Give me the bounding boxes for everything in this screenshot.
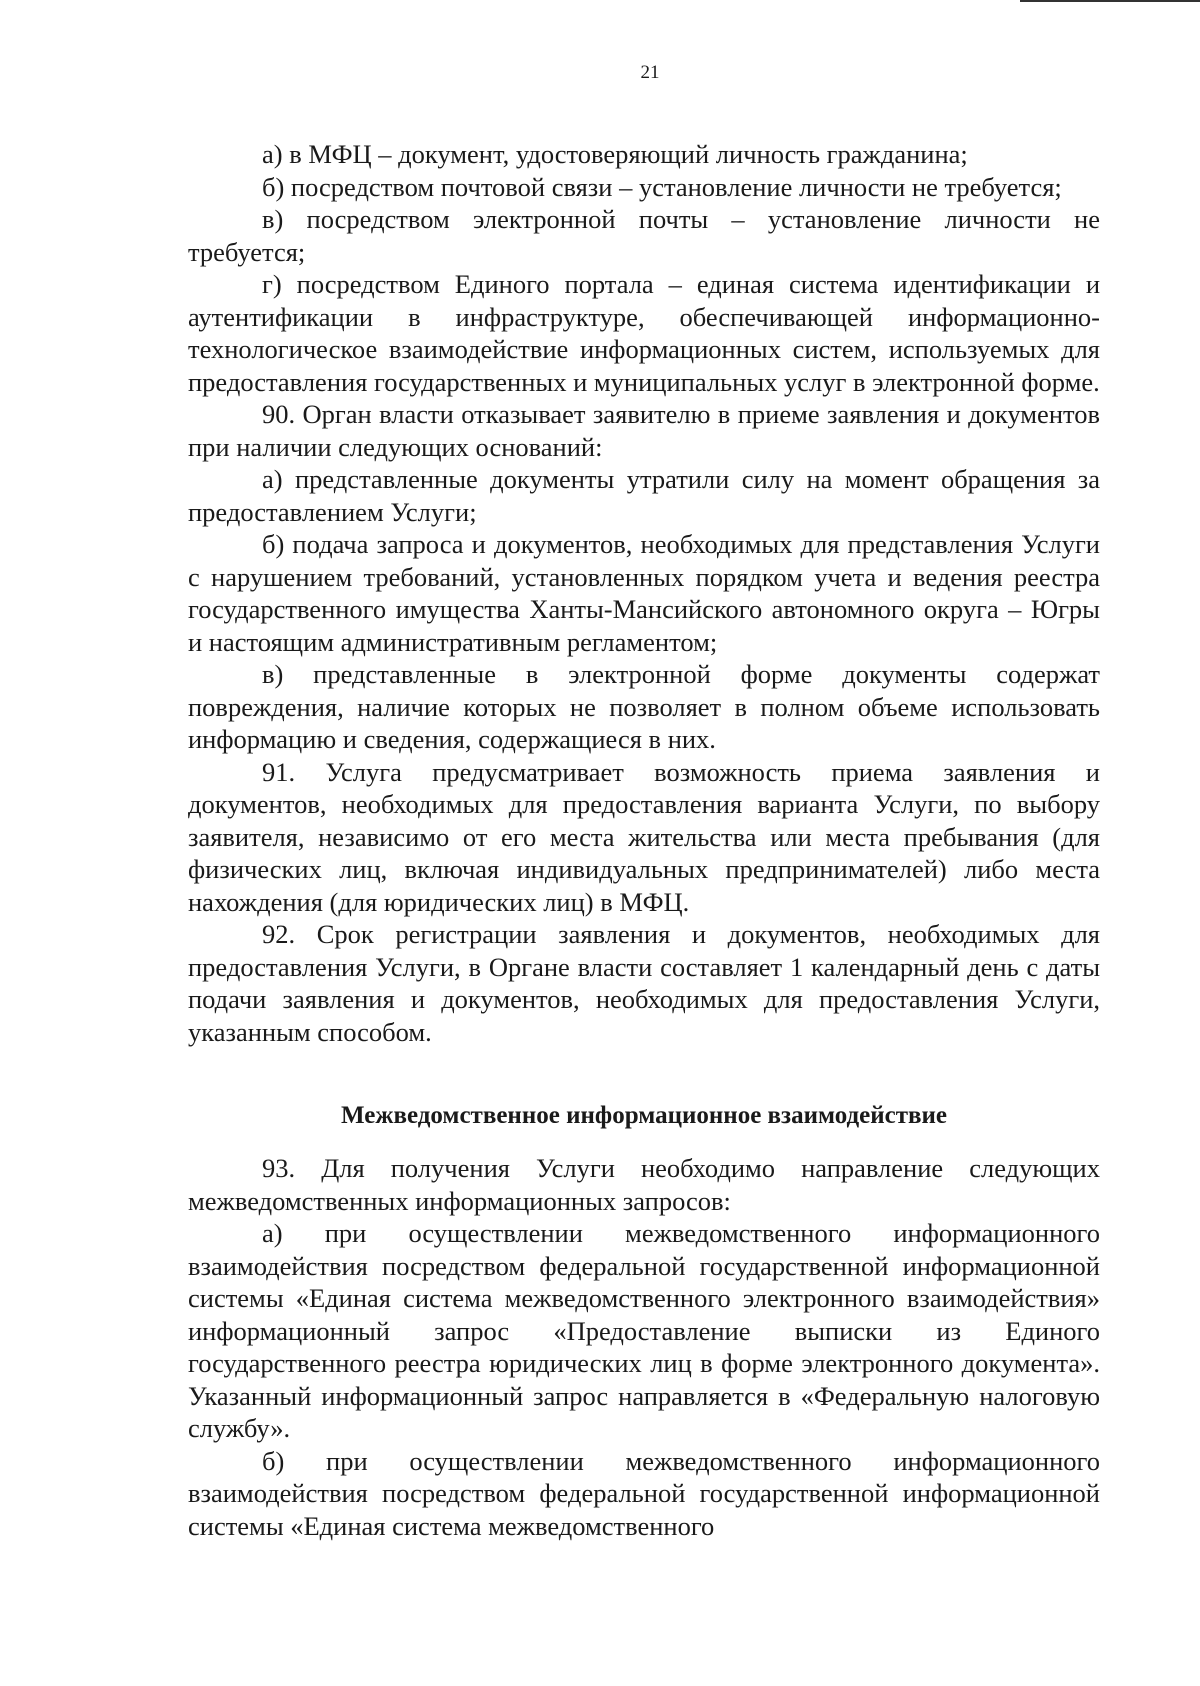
- paragraph: в) посредством электронной почты – установление личности не требуется;: [188, 204, 1100, 267]
- paragraph: б) подача запроса и документов, необходимых для представления Услуги с нарушением требований, установленных порядком учета и ведения реестра государственного имущества Ханты-Мансийского автономного округа – Югры и настоящим административным регламентом;: [188, 529, 1100, 657]
- paragraph: а) при осуществлении межведомственного информационного взаимодействия посредством федеральной государственной информационной системы «Единая система межведомственного электронного взаимодействия» информационный запрос «Предоставление выписки из Единого государственного реестра юридических лиц в форме электронного документа». Указанный информационный запрос направляется в «Федеральную налоговую службу».: [188, 1218, 1100, 1443]
- paragraph: 91. Услуга предусматривает возможность приема заявления и документов, необходимых для предоставления варианта Услуги, по выбору заявителя, независимо от его места жительства или места пребывания (для физических лиц, включая индивидуальных предпринимателей) либо места нахождения (для юридических лиц) в МФЦ.: [188, 756, 1100, 917]
- paragraph: 90. Орган власти отказывает заявителю в приеме заявления и документов при наличии следующих оснований:: [188, 399, 1100, 462]
- paragraph: б) при осуществлении межведомственного информационного взаимодействия посредством федеральной государственной информационной системы «Единая система межведомственного: [188, 1445, 1100, 1541]
- top-rule: [1020, 0, 1200, 2]
- paragraph: б) посредством почтовой связи – установление личности не требуется;: [262, 171, 1062, 202]
- paragraph: а) в МФЦ – документ, удостоверяющий личность гражданина;: [262, 139, 968, 169]
- document-body: [188, 138, 1100, 1542]
- paragraph: г) посредством Единого портала – единая система идентификации и аутентификации в инфраструктуре, обеспечивающей информационно-технологическое взаимодействие информационных систем, используемых для предоставления государственных и муниципальных услуг в электронной форме.: [188, 269, 1100, 397]
- paragraph: 92. Срок регистрации заявления и документов, необходимых для предоставления Услуги, в Органе власти составляет 1 календарный день с даты подачи заявления и документов, необходимых для предоставления Услуги, указанным способом.: [188, 919, 1100, 1047]
- page-number: 21: [640, 62, 660, 83]
- paragraph: в) представленные в электронной форме документы содержат повреждения, наличие которых не позволяет в полном объеме использовать информацию и сведения, содержащиеся в них.: [188, 659, 1100, 754]
- paragraph: а) представленные документы утратили силу на момент обращения за предоставлением Услуги;: [188, 464, 1100, 527]
- section-title: Межведомственное информационное взаимодействие: [341, 1102, 947, 1129]
- paragraph: 93. Для получения Услуги необходимо направление следующих межведомственных информационных запросов:: [188, 1153, 1100, 1216]
